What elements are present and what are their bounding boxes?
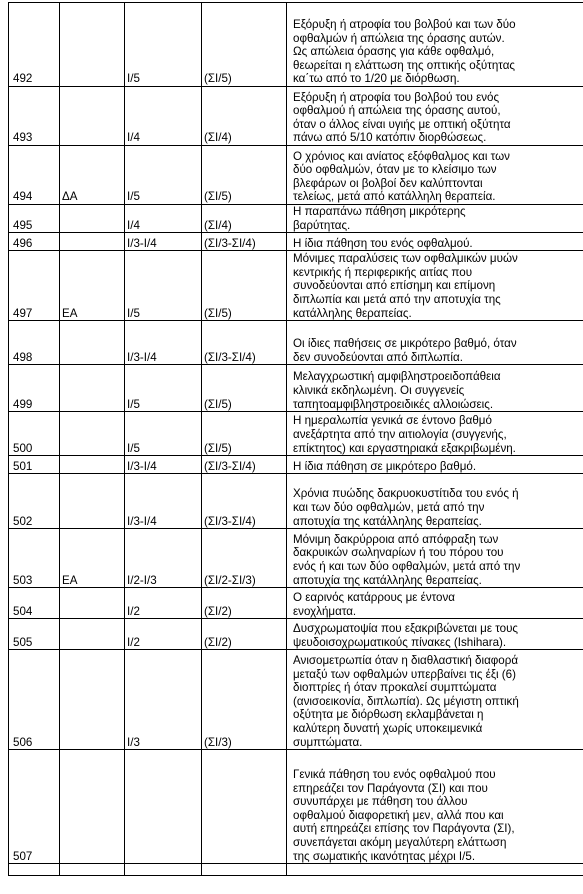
row-description: [287, 456, 583, 474]
description-line: δακρυικών σωληναρίων ή του πόρου του: [293, 546, 504, 560]
description-line: βαρύτητας.: [293, 218, 351, 232]
table-row: [9, 146, 583, 205]
row-si-factor: (ΣΙ/4): [202, 87, 287, 146]
row-code: [60, 474, 125, 529]
table-row: [9, 474, 583, 529]
row-code: [60, 3, 125, 87]
row-si-factor: (ΣΙ/3-ΣΙ/4): [202, 456, 287, 474]
description-line: αυτή επηρεάζει επίσης τον Παράγοντα (ΣΙ),: [293, 822, 515, 836]
row-percentage: I/5: [125, 365, 202, 412]
row-si-factor: [202, 750, 287, 864]
table-row: [9, 321, 583, 365]
description-line: ενός ή και των δύο οφθαλμών, μετά από την: [293, 560, 521, 573]
row-description: [287, 251, 583, 321]
description-line: οφθαλμού ή απώλεια της όρασης αυτού,: [293, 104, 501, 118]
description-line: Η παραπάνω πάθηση μικρότερης: [293, 205, 466, 218]
row-code: [60, 365, 125, 412]
empty-row: [9, 864, 583, 876]
row-code: ΕΑ: [60, 529, 125, 588]
row-description: [287, 205, 583, 233]
table-row: [9, 251, 583, 321]
row-percentage: I/5: [125, 412, 202, 456]
description-line: δεν συνοδεύονται από διπλωπία.: [293, 350, 463, 364]
row-description: [287, 146, 583, 205]
row-number: 494: [9, 146, 60, 205]
description-line: συμπτώματα.: [293, 735, 363, 749]
description-line: Εξόρυξη ή ατροφία του βολβού του ενός: [293, 90, 500, 104]
row-code: [60, 750, 125, 864]
empty-cell: [9, 864, 60, 876]
row-percentage: I/2: [125, 588, 202, 619]
description-line: Χρόνια πυώδης δακρυοκυστίτιδα του ενός ή: [293, 487, 519, 501]
description-line: Μελαγχρωστική αμφιβληστροειδοπάθεια: [293, 370, 501, 384]
description-line: ανεξάρτητα από την αιτιολογία (συγγενής,: [293, 428, 507, 441]
row-number: 504: [9, 588, 60, 619]
table-row: [9, 412, 583, 456]
description-line: και των δύο οφθαλμών, μετά από την: [293, 501, 485, 514]
table-row: [9, 233, 583, 251]
description-line: κατάλληλης θεραπείας.: [293, 306, 412, 320]
row-si-factor: (ΣΙ/2): [202, 619, 287, 650]
row-number: 505: [9, 619, 60, 650]
row-code: [60, 87, 125, 146]
row-si-factor: (ΣΙ/2): [202, 588, 287, 619]
description-line: βλεφάρων οι βολβοί δεν καλύπτονται: [293, 176, 483, 190]
table-row: [9, 456, 583, 474]
row-si-factor: (ΣΙ/5): [202, 251, 287, 321]
row-percentage: I/3-I/4: [125, 233, 202, 251]
description-line: πάνω από 5/10 κατόπιν διορθώσεως.: [293, 131, 487, 145]
description-line: αποτυχία της κατάλληλης θεραπείας.: [293, 573, 482, 587]
row-percentage: I/2-I/3: [125, 529, 202, 588]
description-line: κα΄τω από το 1/20 με διόρθωση.: [293, 72, 460, 86]
description-line: συνοδεύονται από επίσημη και επίμονη: [293, 279, 496, 293]
description-line: Οι ίδιες παθήσεις σε μικρότερο βαθμό, όταν: [293, 337, 517, 350]
row-description: [287, 321, 583, 365]
description-line: διοπτρίες ή όταν προκαλεί συμπτώματα: [293, 681, 497, 695]
description-line: Εξόρυξη ή ατροφία του βολβού και των δύο: [293, 18, 516, 32]
row-number: 499: [9, 365, 60, 412]
table-row: [9, 365, 583, 412]
row-si-factor: (ΣΙ/4): [202, 205, 287, 233]
row-percentage: I/3: [125, 650, 202, 750]
table-row: [9, 619, 583, 650]
description-line: ψευδοισοχρωματικούς πίνακες (Ishihara).: [293, 635, 507, 649]
row-number: 498: [9, 321, 60, 365]
row-number: 502: [9, 474, 60, 529]
row-number: 501: [9, 456, 60, 474]
description-line: Η ίδια πάθηση του ενός οφθαλμού.: [293, 236, 473, 250]
row-number: 497: [9, 251, 60, 321]
empty-cell: [125, 864, 202, 876]
row-code: [60, 619, 125, 650]
row-number: 503: [9, 529, 60, 588]
table-row: [9, 3, 583, 87]
description-line: Ανισομετρωπία όταν η διαθλαστική διαφορά: [293, 654, 519, 668]
row-number: 493: [9, 87, 60, 146]
description-line: αποτυχία της κατάλληλης θεραπείας.: [293, 514, 482, 528]
row-code: [60, 456, 125, 474]
row-description: [287, 233, 583, 251]
row-description: [287, 87, 583, 146]
row-number: 507: [9, 750, 60, 864]
row-code: ΕΑ: [60, 251, 125, 321]
table-body: [9, 3, 583, 876]
description-line: διπλωπία και μετά από την αποτυχία της: [293, 293, 501, 306]
description-line: Ως απώλεια όρασης για κάθε οφθαλμό,: [293, 45, 495, 59]
description-line: Μόνιμες παραλύσεις των οφθαλμικών μυών: [293, 252, 518, 266]
row-si-factor: (ΣΙ/3-ΣΙ/4): [202, 321, 287, 365]
description-line: ενοχλήματα.: [293, 604, 357, 618]
table-row: [9, 87, 583, 146]
description-line: κλινικά εκδηλωμένη. Οι συγγενείς: [293, 384, 465, 397]
description-line: καλύτερη δυνατή χωρίς υποκειμενικά: [293, 722, 483, 735]
row-percentage: I/3-I/4: [125, 321, 202, 365]
row-si-factor: (ΣΙ/5): [202, 146, 287, 205]
row-si-factor: (ΣΙ/3-ΣΙ/4): [202, 474, 287, 529]
row-si-factor: (ΣΙ/3-ΣΙ/4): [202, 233, 287, 251]
row-description: [287, 365, 583, 412]
description-line: επηρεάζει τον Παράγοντα (ΣΙ) και που: [293, 781, 488, 795]
row-percentage: I/3-I/4: [125, 474, 202, 529]
description-line: της σωματικής ικανότητας μέχρι I/5.: [293, 849, 476, 863]
row-description: [287, 588, 583, 619]
description-line: Δυσχρωματοψία που εξακριβώνεται με τους: [293, 622, 519, 635]
description-line: ταπητοαμφιβληστροειδικές αλλοιώσεις.: [293, 397, 494, 411]
disability-table: [8, 2, 583, 876]
description-line: Η ημεραλωπία γενικά σε έντονο βαθμό: [293, 414, 492, 428]
row-code: ΔΑ: [60, 146, 125, 205]
row-percentage: I/2: [125, 619, 202, 650]
table-row: [9, 529, 583, 588]
row-si-factor: (ΣΙ/3): [202, 650, 287, 750]
row-number: 492: [9, 3, 60, 87]
description-line: τελείως, μετά από κατάλληλη θεραπεία.: [293, 190, 496, 204]
row-si-factor: (ΣΙ/5): [202, 365, 287, 412]
empty-cell: [60, 864, 125, 876]
description-line: Ο χρόνιος και ανίατος εξόφθαλμος και των: [293, 149, 510, 163]
row-number: 496: [9, 233, 60, 251]
row-code: [60, 321, 125, 365]
description-line: Η ίδια πάθηση σε μικρότερο βαθμό.: [293, 459, 477, 473]
row-code: [60, 412, 125, 456]
table-row: [9, 588, 583, 619]
row-description: [287, 619, 583, 650]
row-code: [60, 233, 125, 251]
row-description: [287, 650, 583, 750]
description-line: δύο οφθαλμών, όταν με το κλείσιμο των: [293, 163, 497, 177]
row-percentage: I/4: [125, 87, 202, 146]
description-line: κεντρικής ή περιφερικής αιτίας που: [293, 265, 473, 279]
table-row: [9, 650, 583, 750]
description-line: επίκτητος) και εργαστηριακά εξακριβωμένη.: [293, 441, 516, 455]
description-line: μεταξύ των οφθαλμών υπερβαίνει τις έξι (6): [293, 667, 516, 681]
row-percentage: I/5: [125, 3, 202, 87]
description-line: οφθαλμών ή απώλεια της όρασης αυτών.: [293, 31, 505, 45]
empty-cell: [287, 864, 583, 876]
row-percentage: I/3-I/4: [125, 456, 202, 474]
row-description: [287, 3, 583, 87]
row-code: [60, 650, 125, 750]
row-description: [287, 412, 583, 456]
row-code: [60, 588, 125, 619]
description-line: Μόνιμη δακρύρροια από απόφραξη των: [293, 532, 499, 546]
description-line: (ανισοεικονία, διπλωπία). Ως μέγιστη οπτική: [293, 694, 519, 708]
row-percentage: I/4: [125, 205, 202, 233]
row-si-factor: (ΣΙ/2-ΣΙ/3): [202, 529, 287, 588]
description-line: όταν ο άλλος είναι υγιής με οπτική οξύτητα: [293, 117, 511, 131]
table-row: [9, 205, 583, 233]
row-si-factor: (ΣΙ/5): [202, 3, 287, 87]
empty-cell: [202, 864, 287, 876]
row-number: 495: [9, 205, 60, 233]
description-line: συνυπάρχει με πάθηση του άλλου: [293, 795, 468, 809]
description-line: οξύτητα με διόρθωση εκλαμβάνεται η: [293, 708, 484, 722]
row-number: 500: [9, 412, 60, 456]
description-line: Ο εαρινός κατάρρους με έντονα: [293, 591, 455, 604]
description-line: θεωρείται η ελάττωση της οπτικής οξύτητας: [293, 58, 515, 72]
description-line: οφθαλμού διαφορετική μεν, αλλά που και: [293, 808, 504, 822]
description-line: συνεπάγεται ακόμη μεγαλύτερη ελάττωση: [293, 836, 507, 849]
table-row: [9, 750, 583, 864]
row-number: 506: [9, 650, 60, 750]
description-line: Γενικά πάθηση του ενός οφθαλμού που: [293, 768, 496, 782]
row-description: [287, 529, 583, 588]
row-description: [287, 750, 583, 864]
row-si-factor: (ΣΙ/5): [202, 412, 287, 456]
row-description: [287, 474, 583, 529]
row-percentage: I/5: [125, 251, 202, 321]
row-code: [60, 205, 125, 233]
row-percentage: I/5: [125, 146, 202, 205]
row-percentage: [125, 750, 202, 864]
